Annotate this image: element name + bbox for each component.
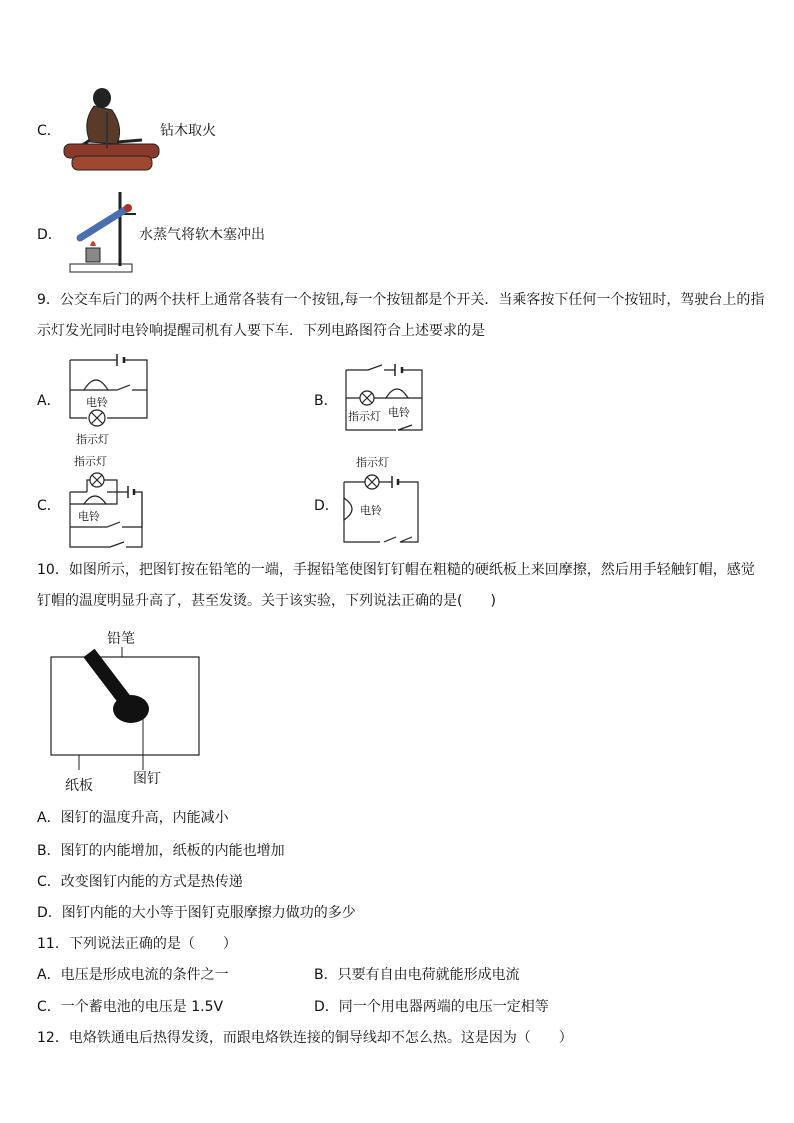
- q10-pin-label: 图钉: [133, 771, 161, 787]
- q11-option-b: B．只要有自由电荷就能形成电流: [314, 967, 520, 983]
- q9-option-a-label: A．: [37, 393, 61, 409]
- q8-option-d-text: 水蒸气将软木塞冲出: [139, 227, 265, 243]
- q9-option-c-label: C．: [37, 498, 61, 514]
- q9-option-b-label: B．: [314, 393, 338, 409]
- q9-circuit-d: [340, 454, 430, 549]
- q10-option-b: B．图钉的内能增加，纸板的内能也增加: [37, 843, 285, 859]
- test-tube-steam-illustration: [66, 188, 146, 276]
- q9-circuit-a: [62, 350, 157, 450]
- q11-stem: 11．下列说法正确的是（ ）: [37, 936, 237, 952]
- q8-option-d-label: D．: [37, 227, 62, 243]
- q10-board-label: 纸板: [65, 778, 93, 794]
- q11-option-d: D．同一个用电器两端的电压一定相等: [314, 999, 549, 1015]
- q9-a-bell-label: 电铃: [86, 396, 108, 409]
- q10-stem-line1: 10．如图所示，把图钉按在铅笔的一端，手握铅笔使图钉钉帽在粗糙的硬纸板上来回摩擦，然后用手轻触钉帽，感觉: [37, 562, 755, 578]
- q9-b-bell-label: 电铃: [388, 406, 410, 419]
- q9-c-lamp-label: 指示灯: [74, 455, 107, 468]
- q12-stem: 12．电烙铁通电后热得发烫，而跟电烙铁连接的铜导线却不怎么热。这是因为（ ）: [37, 1030, 573, 1046]
- q9-circuit-b: [340, 358, 430, 438]
- fire-drill-illustration: [62, 82, 162, 177]
- q10-option-c: C．改变图钉内能的方式是热传递: [37, 874, 243, 890]
- q10-stem-line2: 钉帽的温度明显升高了，甚至发烫。关于该实验，下列说法正确的是( ): [37, 593, 496, 609]
- q9-stem-line1: 9．公交车后门的两个扶杆上通常各装有一个按钮,每一个按钮都是个开关．当乘客按下任何一个按钮时，驾驶台上的指: [37, 292, 765, 308]
- q9-d-lamp-label: 指示灯: [356, 456, 389, 469]
- q10-option-a: A．图钉的温度升高，内能减小: [37, 810, 229, 826]
- q9-c-bell-label: 电铃: [78, 510, 100, 523]
- q8-option-c-text: 钻木取火: [160, 123, 216, 139]
- q9-circuit-c: [62, 452, 152, 552]
- q9-b-lamp-label: 指示灯: [348, 410, 381, 423]
- q10-pencil-pin-figure: [45, 625, 210, 795]
- q10-option-d: D．图钉内能的大小等于图钉克服摩擦力做功的多少: [37, 905, 356, 921]
- q8-option-c-label: C．: [37, 123, 61, 139]
- q9-d-bell-label: 电铃: [360, 504, 382, 517]
- q9-a-lamp-label: 指示灯: [76, 433, 109, 446]
- q10-pencil-label: 铅笔: [107, 631, 135, 647]
- q11-option-a: A．电压是形成电流的条件之一: [37, 967, 229, 983]
- q9-option-d-label: D．: [314, 498, 339, 514]
- q9-stem-line2: 示灯发光同时电铃响提醒司机有人要下车．下列电路图符合上述要求的是: [37, 323, 485, 339]
- q11-option-c: C．一个蓄电池的电压是 1.5V: [37, 999, 224, 1015]
